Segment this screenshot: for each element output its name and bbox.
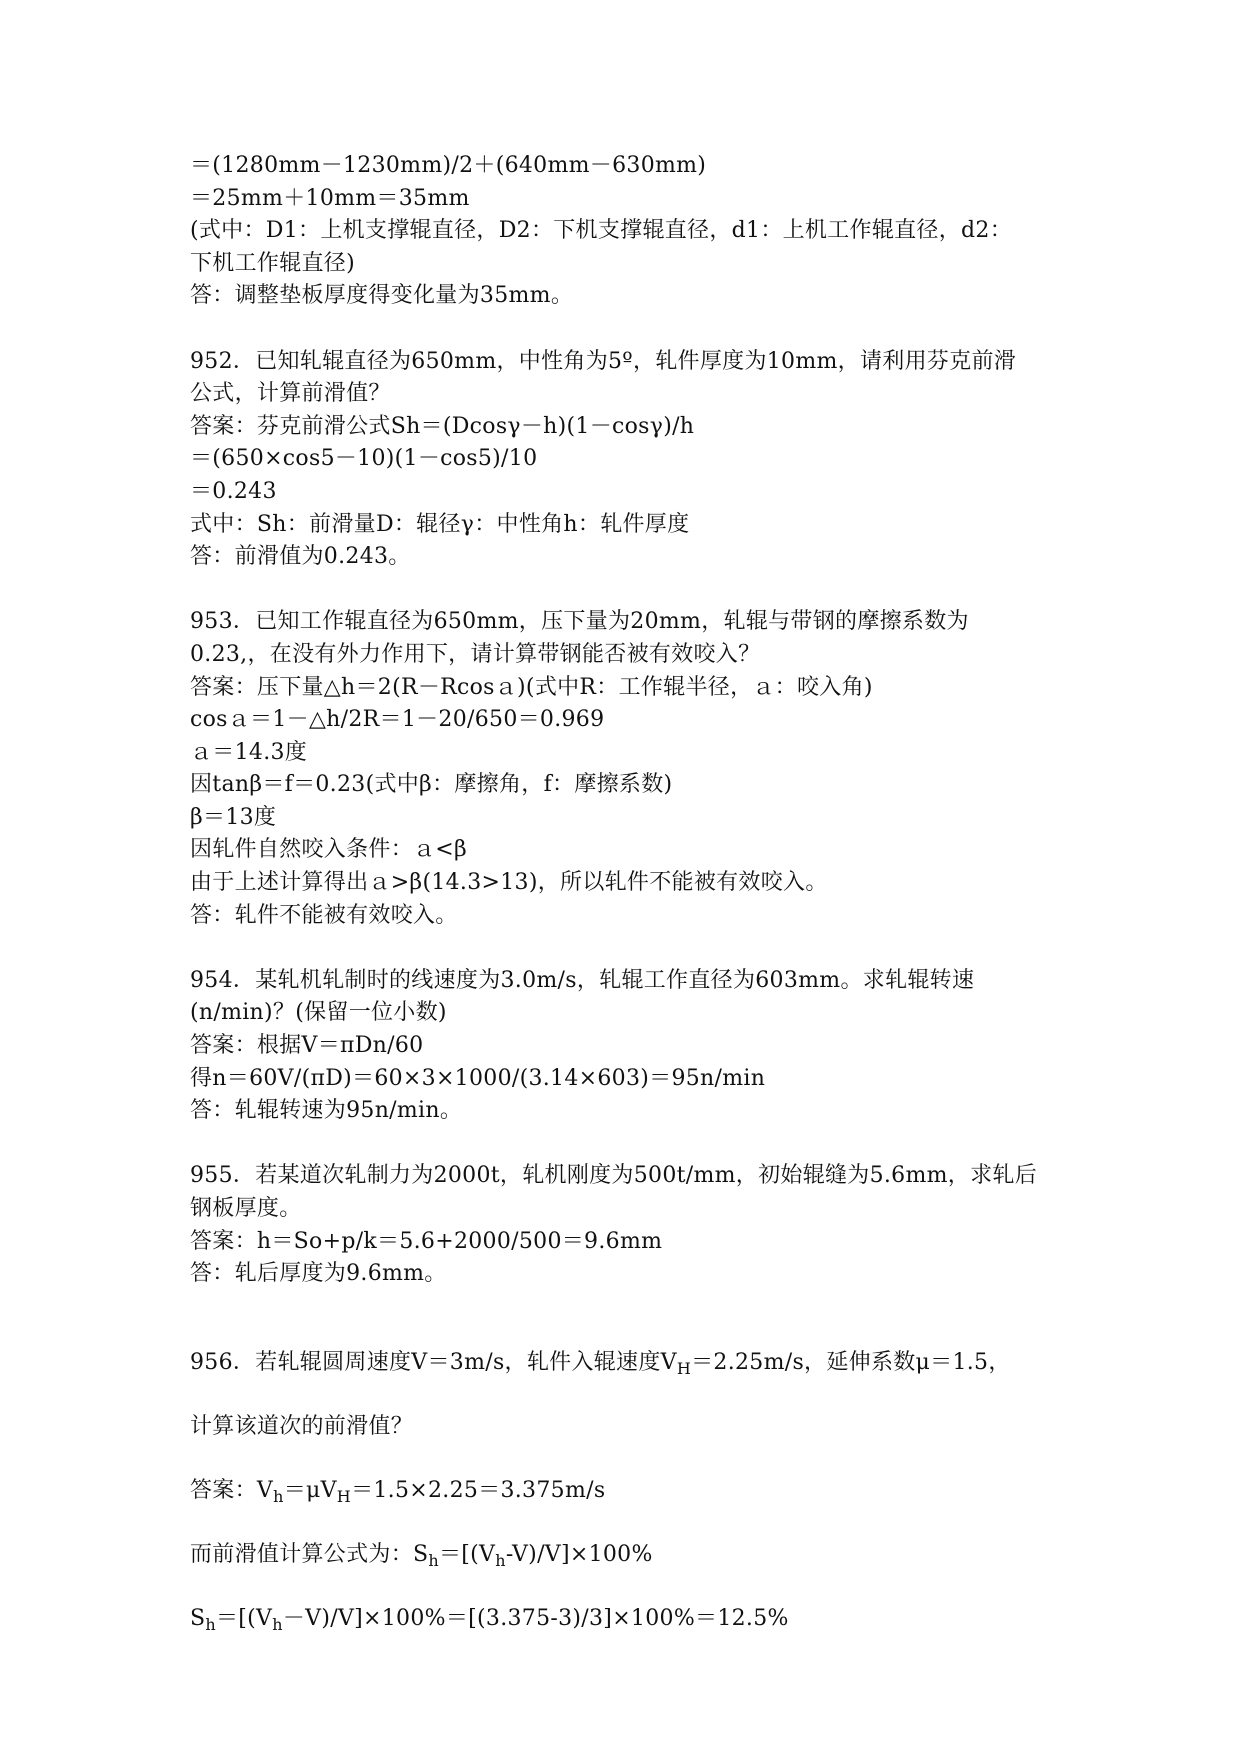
question-text: 955．若某道次轧制力为2000t，轧机刚度为500t/mm，初始辊缝为5.6mm，求轧后: [190, 1163, 1037, 1189]
answer-line: 答：轧辊转速为95n/min。: [190, 1098, 463, 1124]
line-gap: [190, 1451, 1070, 1467]
text-line: ＝(1280mm－1230mm)/2＋(640mm－630mm): [190, 153, 707, 178]
question-text: (n/min)？(保留一位小数): [190, 1000, 447, 1026]
line-gap: [190, 1515, 1070, 1531]
text-line: 下机工作辊直径): [190, 250, 355, 276]
answer-text: 由于上述计算得出ａ>β(14.3>13)，所以轧件不能被有效咬入。: [190, 870, 828, 896]
answer-text: ＝0.243: [190, 478, 277, 504]
answer-text: 式中：Sh：前滑量D：辊径γ：中性角h：轧件厚度: [190, 511, 690, 537]
question-952: [190, 346, 1070, 574]
text-span: 答案：V: [190, 1478, 274, 1504]
question-953: [190, 606, 1070, 932]
question-956: [190, 1339, 1070, 1643]
subscript: h: [428, 1551, 439, 1571]
subscript: H: [676, 1359, 692, 1379]
subscript: h: [273, 1487, 284, 1507]
paragraph-gap: [190, 574, 1070, 607]
subscript: h: [495, 1551, 506, 1571]
question-955: [190, 1160, 1070, 1290]
paragraph-gap: [190, 1291, 1070, 1324]
answer-text: cosａ＝1－△h/2R＝1－20/650＝0.969: [190, 707, 605, 733]
text-line: ＝25mm＋10mm＝35mm: [190, 185, 470, 211]
question-954: [190, 965, 1070, 1128]
answer-text: 答案：压下量△h＝2(R－Rcosａ)(式中R：工作辊半径，ａ：咬入角): [190, 674, 873, 700]
question-text: 954．某轧机轧制时的线速度为3.0m/s，轧辊工作直径为603mm。求轧辊转速: [190, 967, 975, 993]
answer-text: 答案：芬克前滑公式Sh＝(Dcosγ－h)(1－cosγ)/h: [190, 413, 695, 439]
line-gap: [190, 1579, 1070, 1595]
question-text: 钢板厚度。: [190, 1196, 302, 1221]
answer-text: 因tanβ＝f＝0.23(式中β：摩擦角，f：摩擦系数): [190, 772, 673, 798]
text-span: －V)/V]×100%＝[(3.375-3)/3]×100%＝12.5%: [282, 1606, 789, 1632]
text-span: 而前滑值计算公式为：S: [190, 1542, 429, 1568]
question-text: 公式，计算前滑值？: [190, 381, 391, 407]
answer-text: β＝13度: [190, 804, 277, 830]
subscript: h: [205, 1615, 216, 1635]
question-text: [190, 1339, 1070, 1387]
text-span: ＝2.25m/s，延伸系数μ＝1.5，: [691, 1350, 1011, 1376]
answer-text: [190, 1595, 1070, 1643]
subscript: h: [272, 1615, 283, 1635]
text-line: (式中：D1：上机支撑辊直径，D2：下机支撑辊直径，d1：上机工作辊直径，d2：: [190, 218, 1013, 244]
answer-line: 答：轧后厚度为9.6mm。: [190, 1261, 447, 1287]
paragraph-gap: [190, 313, 1070, 346]
paragraph-gap: [190, 1323, 1070, 1339]
question-text: 0.23,，在没有外力作用下，请计算带钢能否被有效咬入？: [190, 641, 761, 667]
text-span: 956．若轧辊圆周速度V＝3m/s，轧件入辊速度V: [190, 1350, 677, 1376]
document-page: [190, 150, 1070, 1643]
answer-line: 答：前滑值为0.243。: [190, 544, 411, 570]
answer-text: 答案：h＝So+p/k＝5.6+2000/500＝9.6mm: [190, 1228, 663, 1254]
answer-line: 答：轧件不能被有效咬入。: [190, 902, 458, 928]
question-text: 953．已知工作辊直径为650mm，压下量为20mm，轧辊与带钢的摩擦系数为: [190, 609, 969, 635]
answer-text: 因轧件自然咬入条件：ａ<β: [190, 837, 468, 863]
text-span: ＝μV: [283, 1478, 337, 1504]
answer-text: 得n＝60V/(πD)＝60×3×1000/(3.14×603)＝95n/min: [190, 1065, 766, 1091]
text-span: S: [190, 1606, 206, 1632]
text-span: ＝[(V: [215, 1606, 273, 1632]
answer-text: [190, 1531, 1070, 1579]
question-text: 计算该道次的前滑值？: [190, 1414, 414, 1440]
answer-text: ａ＝14.3度: [190, 739, 308, 765]
subscript: H: [336, 1487, 352, 1507]
section-previous-answer: [190, 150, 1070, 313]
text-span: -V)/V]×100%: [505, 1542, 653, 1568]
answer-text: 答案：根据V＝πDn/60: [190, 1033, 424, 1059]
question-text: 952．已知轧辊直径为650mm，中性角为5º，轧件厚度为10mm，请利用芬克前滑: [190, 348, 1017, 374]
text-span: ＝[(V: [438, 1542, 496, 1568]
paragraph-gap: [190, 1128, 1070, 1161]
answer-line: 答：调整垫板厚度得变化量为35mm。: [190, 283, 574, 309]
line-gap: [190, 1387, 1070, 1403]
paragraph-gap: [190, 932, 1070, 965]
text-span: ＝1.5×2.25＝3.375m/s: [351, 1478, 606, 1504]
answer-text: [190, 1467, 1070, 1515]
answer-text: ＝(650×cos5－10)(1－cos5)/10: [190, 446, 538, 472]
